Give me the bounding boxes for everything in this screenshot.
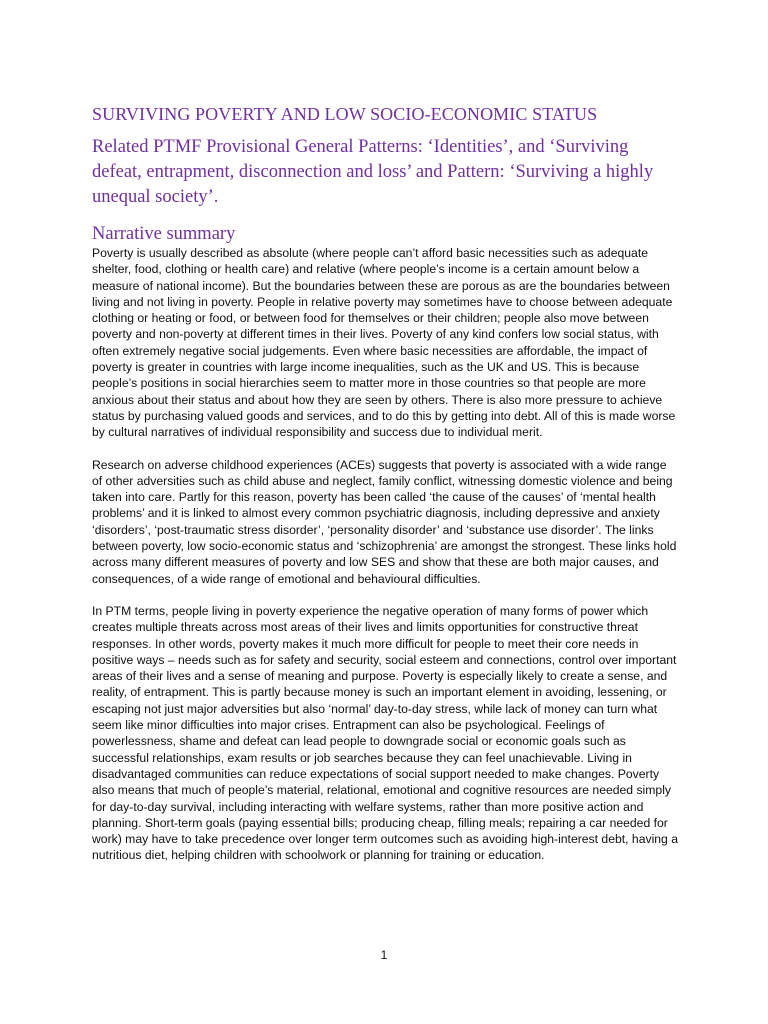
paragraph-poverty-definition: Poverty is usually described as absolute (where people can’t afford basic necessities such as adequate shelter, food, clothing or health care) and relative (where people’s income is a certain amount below a measure of national income). But the boundaries between these are porous as are the boundaries between living and not living in poverty. People in relative poverty may sometimes have to choose between adequate clothing or heating or food, or between food for themselves or their children; people also move between poverty and non-poverty at different times in their lives. Poverty of any kind confers low social status, with often extremely negative social judgements. Even where basic necessities are affordable, the impact of poverty is greater in countries with large income inequalities, such as the UK and US. This is because people’s positions in social hierarchies seem to matter more in those countries so that people are more anxious about their status and about how they are seen by others. There is also more pressure to achieve status by purchasing valued goods and services, and to do this by getting into debt. All of this is made worse by cultural narratives of individual responsibility and success due to individual merit. bbox=[92, 246, 676, 440]
document-title: SURVIVING POVERTY AND LOW SOCIO-ECONOMIC STATUS bbox=[92, 104, 598, 124]
page-number: 1 bbox=[380, 948, 388, 962]
paragraph-aces-research: Research on adverse childhood experiences (ACEs) suggests that poverty is associated with a wide range of other adversities such as child abuse and neglect, family conflict, witnessing domestic violence and being taken into care. Partly for this reason, poverty has been called ‘the cause of the causes’ of ‘mental health problems’ and it is linked to almost every common psychiatric diagnosis, including depressive and anxiety ‘disorders’, ‘post-traumatic stress disorder’, ‘personality disorder’ and ‘substance use disorder’. The links between poverty, low socio-economic status and ‘schizophrenia’ are amongst the strongest. These links hold across many different measures of poverty and low SES and show that these are both major causes, and consequences, of a wide range of emotional and behavioural difficulties. bbox=[92, 457, 677, 586]
document-subtitle: Related PTMF Provisional General Patterns: ‘Identities’, and ‘Surviving defeat, entrapment, disconnection and loss’ and Pattern: ‘Surviving a highly unequal society’. bbox=[92, 137, 654, 207]
section-heading: Narrative summary bbox=[92, 224, 236, 244]
page-content bbox=[92, 102, 680, 880]
paragraph-ptm-terms: In PTM terms, people living in poverty experience the negative operation of many forms of power which creates multiple threats across most areas of their lives and limits opportunities for constructive threat responses. In other words, poverty makes it much more difficult for people to meet their core needs in positive ways – needs such as for safety and security, social esteem and connections, control over important areas of their lives and a sense of meaning and purpose. Poverty is especially likely to create a sense, and reality, of entrapment. This is partly because money is such an important element in avoiding, lessening, or escaping not just major adversities but also ‘normal’ day-to-day stress, while lack of money can turn what seem like minor difficulties into major crises. Entrapment can also be psychological. Feelings of powerlessness, shame and defeat can lead people to downgrade social or economic goals such as successful relationships, exam results or job searches because they can feel unachievable. Living in disadvantaged communities can reduce expectations of social support needed to make changes. Poverty also means that much of people’s material, relational, emotional and cognitive resources are needed simply for day-to-day survival, including interacting with welfare systems, rather than more positive action and planning. Short-term goals (paying essential bills; producing cheap, filling meals; repairing a car needed for work) may have to take precedence over longer term outcomes such as avoiding high-interest debt, having a nutritious diet, helping children with schoolwork or planning for training or education. bbox=[92, 603, 678, 863]
